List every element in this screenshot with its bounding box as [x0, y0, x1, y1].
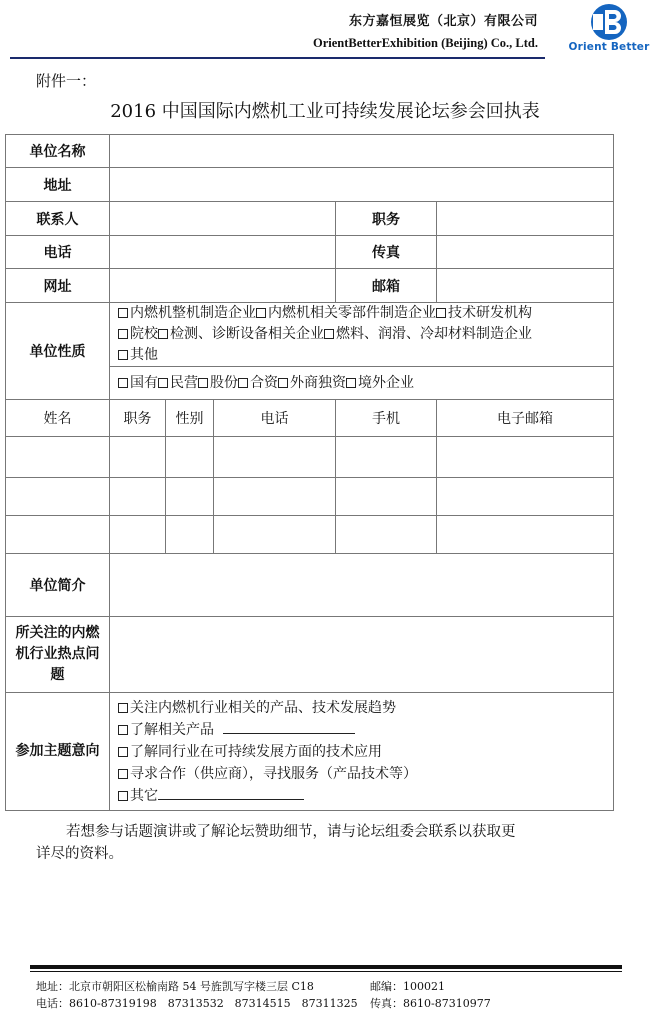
checkbox-icon[interactable] — [118, 329, 128, 339]
topic-option[interactable]: 了解相关产品 — [118, 719, 613, 741]
attendee-header-phone: 电话 — [214, 400, 336, 437]
checkbox-icon[interactable] — [118, 791, 128, 801]
attendee-position-cell[interactable] — [110, 516, 166, 554]
contact-label: 联系人 — [6, 202, 110, 236]
topic-option[interactable]: 寻求合作（供应商），寻找服务（产品技术等） — [118, 763, 613, 785]
company-profile-label: 单位简介 — [6, 554, 110, 617]
checkbox-icon[interactable] — [436, 308, 446, 318]
attendee-email-cell[interactable] — [437, 516, 614, 554]
attachment-label: 附件一： — [36, 72, 97, 90]
checkbox-icon[interactable] — [346, 378, 356, 388]
attendee-position-cell[interactable] — [110, 437, 166, 478]
row-phone — [6, 236, 614, 269]
nature-option[interactable]: 检测、诊断设备相关企业 — [158, 326, 324, 342]
nature-options-group-1 — [110, 303, 614, 367]
note-line-2: 详尽的资料。 — [36, 846, 123, 862]
attendee-phone-cell[interactable] — [214, 516, 336, 554]
company-name-label: 单位名称 — [6, 135, 110, 168]
attendee-row — [6, 516, 614, 554]
checkbox-icon[interactable] — [278, 378, 288, 388]
nature-label: 单位性质 — [6, 303, 110, 400]
email-field[interactable] — [437, 269, 614, 303]
attendee-row — [6, 437, 614, 478]
nature-option[interactable]: 内燃机整机制造企业 — [118, 305, 256, 321]
attendee-header-row — [6, 400, 614, 437]
attendee-row — [6, 478, 614, 516]
company-profile-field[interactable] — [110, 554, 614, 617]
ownership-option[interactable]: 国有 — [118, 375, 158, 391]
topic-intent-options — [110, 693, 614, 811]
topic-intent-label: 参加主题意向 — [6, 693, 110, 811]
nature-option[interactable]: 其他 — [118, 347, 158, 363]
ownership-option[interactable]: 股份 — [198, 375, 238, 391]
logo-mark-icon — [568, 2, 650, 42]
attendee-mobile-cell[interactable] — [336, 437, 437, 478]
footer-address: 地址：北京市朝阳区松榆南路 54 号旌凯写字楼三层 C18 — [36, 980, 314, 993]
website-label: 网址 — [6, 269, 110, 303]
website-field[interactable] — [110, 269, 336, 303]
other-blank-line[interactable] — [158, 787, 304, 800]
topic-option[interactable]: 关注内燃机行业相关的产品、技术发展趋势 — [118, 697, 613, 719]
row-website — [6, 269, 614, 303]
ownership-option[interactable]: 合资 — [238, 375, 278, 391]
nature-option[interactable]: 技术研发机构 — [436, 305, 532, 321]
position-label: 职务 — [336, 202, 437, 236]
checkbox-icon[interactable] — [118, 703, 128, 713]
row-hot-topics — [6, 617, 614, 693]
row-topic-intent — [6, 693, 614, 811]
registration-form-table — [5, 134, 614, 811]
contact-field[interactable] — [110, 202, 336, 236]
checkbox-icon[interactable] — [118, 308, 128, 318]
checkbox-icon[interactable] — [118, 725, 128, 735]
checkbox-icon[interactable] — [118, 769, 128, 779]
footer-divider-thick — [30, 965, 622, 969]
fax-field[interactable] — [437, 236, 614, 269]
ownership-option[interactable]: 外商独资 — [278, 375, 346, 391]
logo-text: Orient Better — [568, 41, 650, 53]
phone-field[interactable] — [110, 236, 336, 269]
address-label: 地址 — [6, 168, 110, 202]
attendee-header-email: 电子邮箱 — [437, 400, 614, 437]
nature-option[interactable]: 内燃机相关零部件制造企业 — [256, 305, 436, 321]
attendee-gender-cell[interactable] — [166, 437, 214, 478]
attendee-phone-cell[interactable] — [214, 437, 336, 478]
checkbox-icon[interactable] — [324, 329, 334, 339]
topic-option[interactable]: 其它 — [118, 785, 613, 807]
attendee-mobile-cell[interactable] — [336, 516, 437, 554]
company-name-en: OrientBetterExhibition (Beijing) Co., Ltd. — [313, 36, 538, 50]
nature-options-group-2 — [110, 367, 614, 400]
company-name-field[interactable] — [110, 135, 614, 168]
product-blank-line[interactable] — [223, 721, 355, 734]
checkbox-icon[interactable] — [118, 378, 128, 388]
hot-topics-label: 所关注的内燃机行业热点问题 — [6, 617, 110, 693]
email-label: 邮箱 — [336, 269, 437, 303]
form-title: 2016 中国国际内燃机工业可持续发展论坛参会回执表 — [110, 101, 540, 122]
footer-postcode: 邮编：100021 — [370, 980, 445, 993]
attendee-name-cell[interactable] — [6, 437, 110, 478]
position-field[interactable] — [437, 202, 614, 236]
attendee-header-position: 职务 — [110, 400, 166, 437]
attendee-name-cell[interactable] — [6, 516, 110, 554]
row-nature — [6, 303, 614, 367]
company-logo — [568, 2, 650, 58]
row-company-name — [6, 135, 614, 168]
attendee-email-cell[interactable] — [437, 437, 614, 478]
attendee-gender-cell[interactable] — [166, 516, 214, 554]
attendee-name-cell[interactable] — [6, 478, 110, 516]
checkbox-icon[interactable] — [118, 350, 128, 360]
ownership-option[interactable]: 民营 — [158, 375, 198, 391]
attendee-position-cell[interactable] — [110, 478, 166, 516]
fax-label: 传真 — [336, 236, 437, 269]
hot-topics-field[interactable] — [110, 617, 614, 693]
note-line-1: 若想参与话题演讲或了解论坛赞助细节，请与论坛组委会联系以获取更 — [66, 824, 516, 840]
attendee-mobile-cell[interactable] — [336, 478, 437, 516]
checkbox-icon[interactable] — [118, 747, 128, 757]
company-name-cn: 东方嘉恒展览（北京）有限公司 — [348, 14, 538, 29]
footer-fax: 传真：8610-87310977 — [370, 997, 491, 1010]
footer-phone: 电话：8610-87319198 87313532 87314515 87311325 — [36, 997, 358, 1010]
checkbox-icon[interactable] — [238, 378, 248, 388]
attendee-header-mobile: 手机 — [336, 400, 437, 437]
checkbox-icon[interactable] — [158, 378, 168, 388]
row-company-profile — [6, 554, 614, 617]
checkbox-icon[interactable] — [198, 378, 208, 388]
row-contact — [6, 202, 614, 236]
phone-label: 电话 — [6, 236, 110, 269]
checkbox-icon[interactable] — [158, 329, 168, 339]
attendee-phone-cell[interactable] — [214, 478, 336, 516]
row-address — [6, 168, 614, 202]
attendee-gender-cell[interactable] — [166, 478, 214, 516]
nature-option[interactable]: 院校 — [118, 326, 158, 342]
footer-divider-thin — [30, 971, 622, 972]
checkbox-icon[interactable] — [256, 308, 266, 318]
nature-option[interactable]: 燃料、润滑、冷却材料制造企业 — [324, 326, 532, 342]
attendee-email-cell[interactable] — [437, 478, 614, 516]
ownership-option[interactable]: 境外企业 — [346, 375, 414, 391]
attendee-header-gender: 性别 — [166, 400, 214, 437]
topic-option[interactable]: 了解同行业在可持续发展方面的技术应用 — [118, 741, 613, 763]
address-field[interactable] — [110, 168, 614, 202]
header-divider — [10, 57, 545, 59]
attendee-header-name: 姓名 — [6, 400, 110, 437]
